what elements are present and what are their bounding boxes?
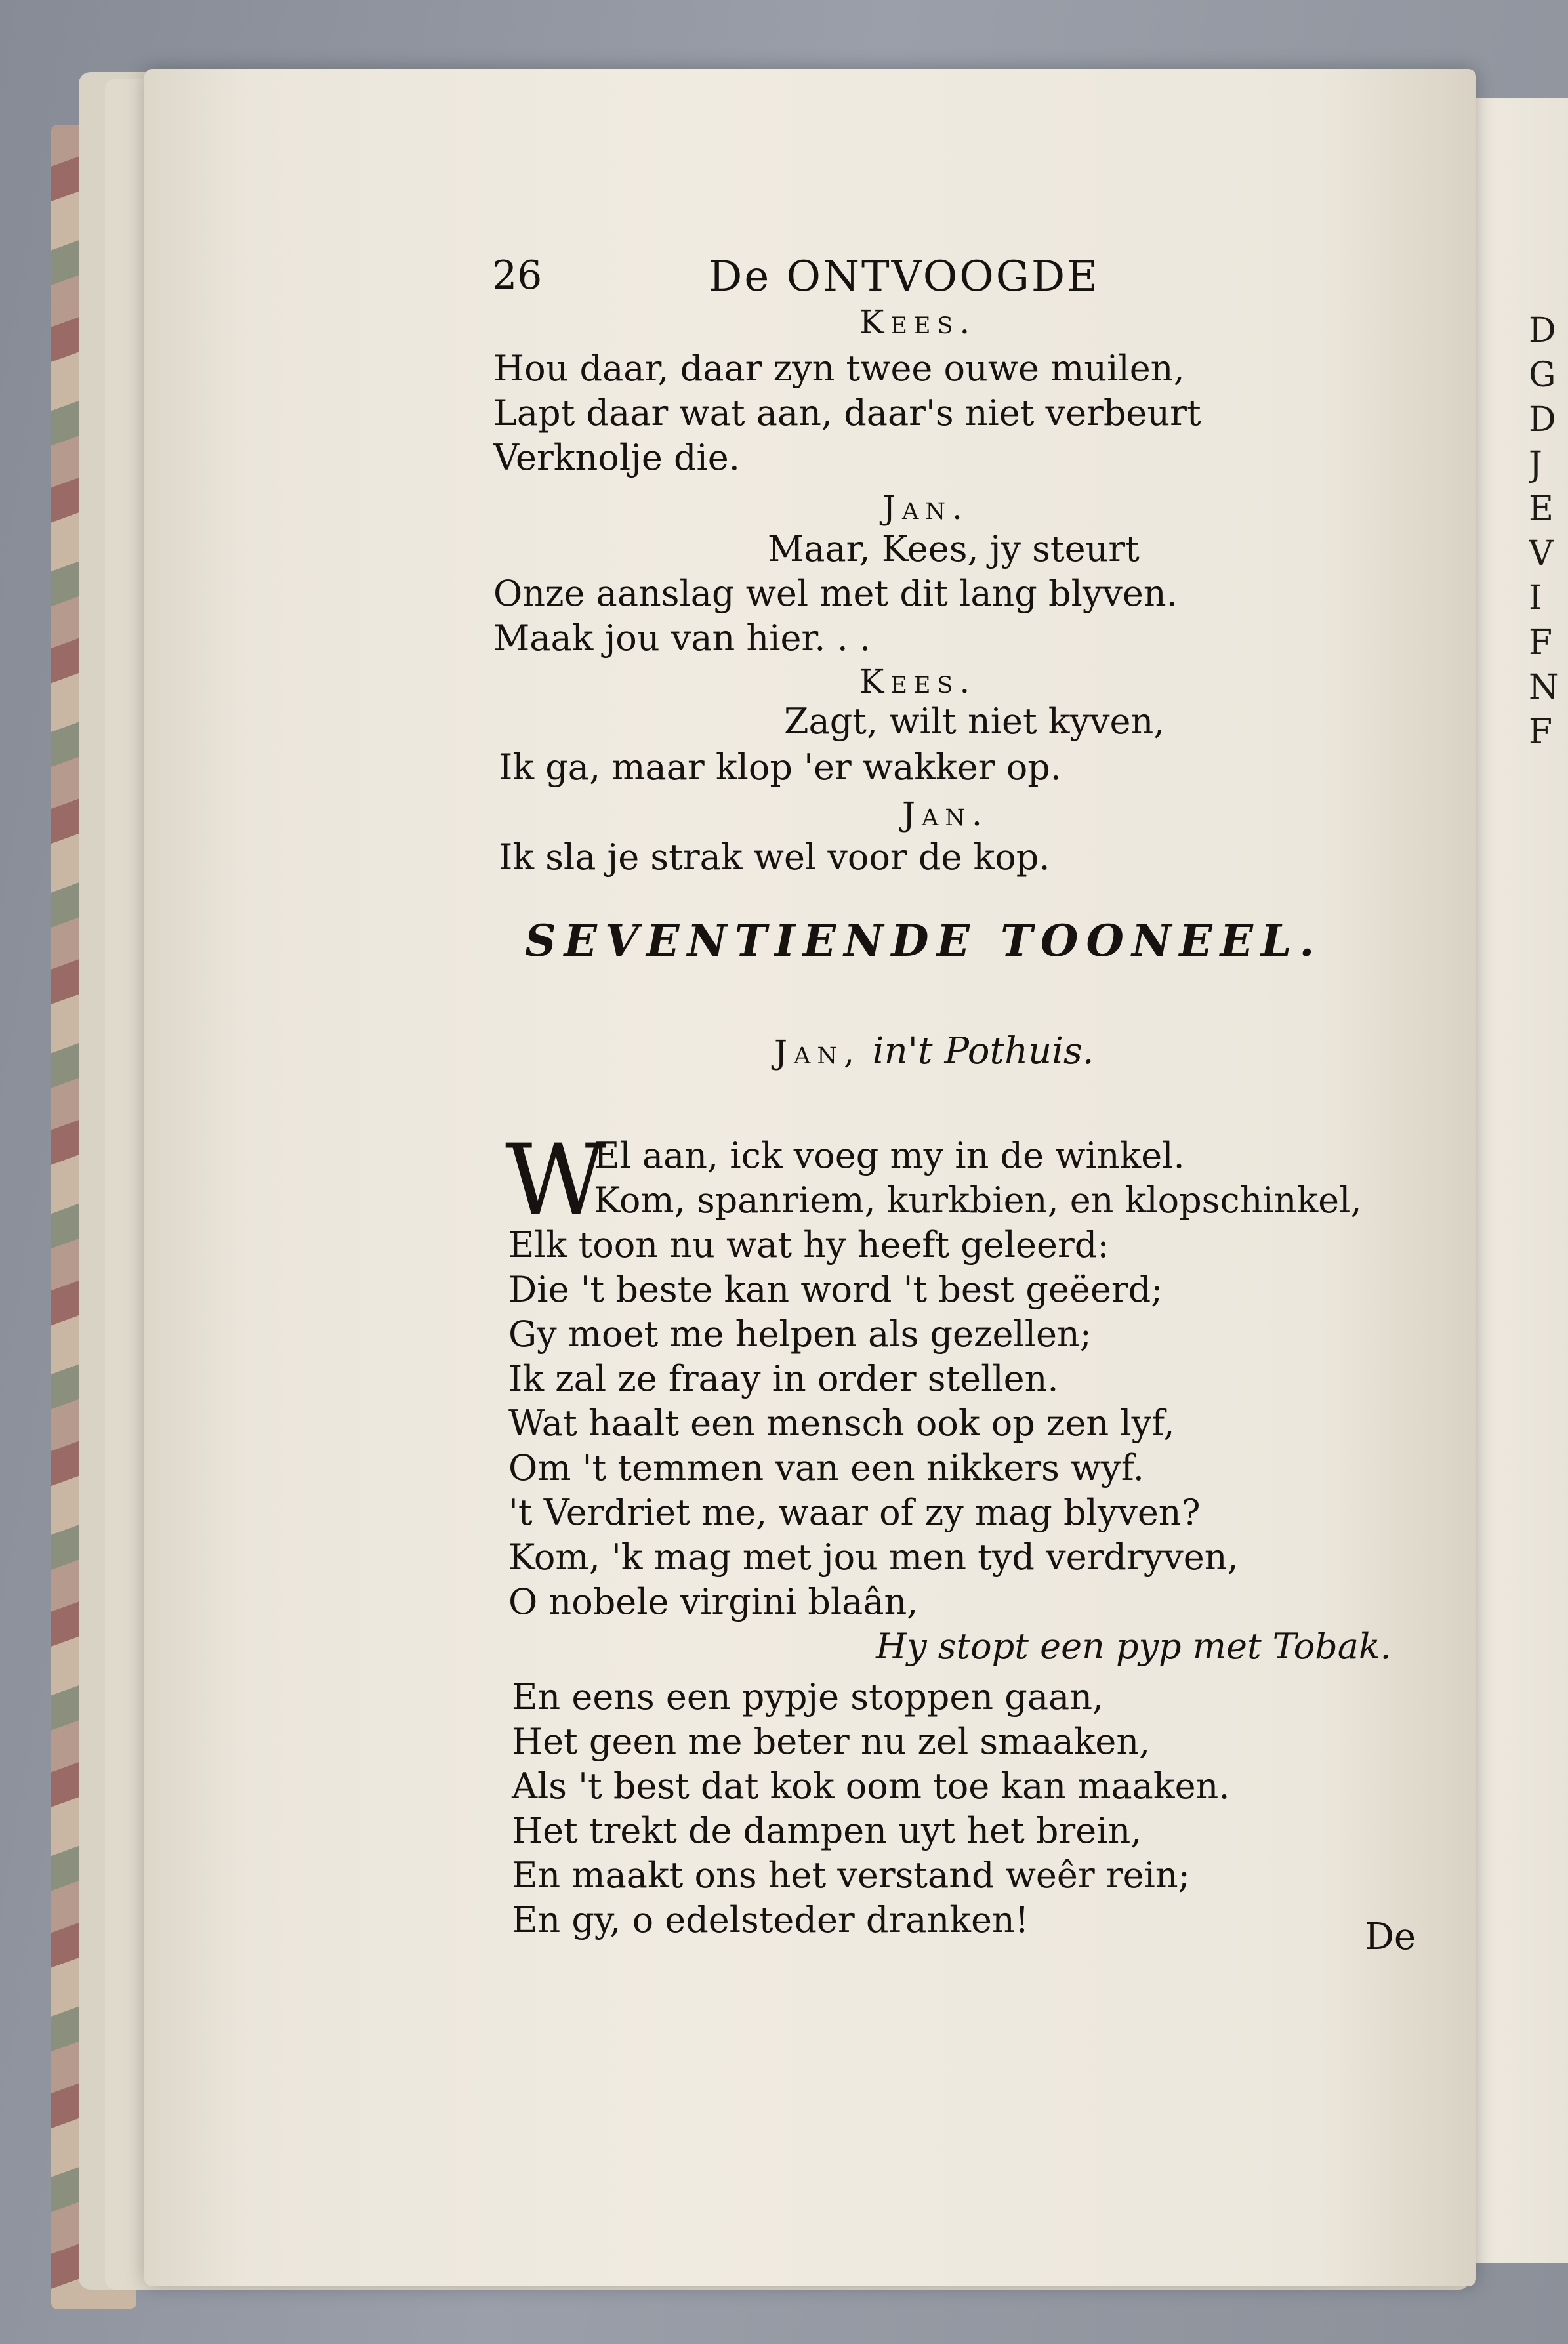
facing-letter: I [1529, 579, 1542, 618]
verse-line: Maar, Kees, jy steurt [768, 528, 1140, 569]
facing-letter: V [1529, 534, 1554, 573]
facing-letter: N [1529, 668, 1559, 707]
catchword: De [1365, 1916, 1416, 1958]
scene-speaker: Jan, [774, 1033, 861, 1071]
page-number: 26 [492, 253, 543, 298]
verse-line: Wat haalt een mensch ook op zen lyf, [508, 1403, 1175, 1444]
verse-line: Ik sla je strak wel voor de kop. [499, 836, 1050, 878]
verse-line: Hou daar, daar zyn twee ouwe muilen, [493, 348, 1185, 389]
facing-letter: F [1529, 623, 1553, 663]
scene-persons [774, 1030, 1094, 1073]
verse-line: Als 't best dat kok oom toe kan maaken. [512, 1765, 1230, 1807]
running-head: De ONTVOOGDE [709, 253, 1100, 301]
verse-line: Kom, spanriem, kurkbien, en klopschinkel, [594, 1180, 1362, 1221]
facing-letter: J [1529, 445, 1542, 484]
speaker-name: Jan. [882, 489, 969, 527]
facing-letter: F [1529, 712, 1553, 752]
verse-line: Die 't beste kan word 't best geëerd; [508, 1269, 1163, 1310]
verse-line: En eens een pypje stoppen gaan, [512, 1676, 1104, 1717]
verse-line: Onze aanslag wel met dit lang blyven. [493, 573, 1178, 614]
verse-line: Ik zal ze fraay in order stellen. [508, 1358, 1059, 1399]
facing-letter: D [1529, 311, 1556, 350]
verse-line: Het geen me beter nu zel smaaken, [512, 1721, 1151, 1762]
verse-line: En gy, o edelsteder dranken! [512, 1899, 1029, 1941]
verse-line: Lapt daar wat aan, daar's niet verbeurt [493, 392, 1201, 434]
verse-line: Het trekt de dampen uyt het brein, [512, 1810, 1142, 1851]
facing-letter: E [1529, 489, 1554, 529]
speaker-name: Kees. [859, 663, 977, 701]
verse-line: Om 't temmen van een nikkers wyf. [508, 1447, 1144, 1489]
scene-title: SEVENTIENDE TOONEEL. [525, 915, 1323, 966]
speaker-name: Kees. [859, 303, 977, 341]
verse-line: Maak jou van hier. . . [493, 617, 871, 659]
verse-line: El aan, ick voeg my in de winkel. [594, 1135, 1185, 1176]
drop-cap: W [505, 1124, 607, 1238]
verse-line: Gy moet me helpen als gezellen; [508, 1313, 1092, 1355]
verse-line: Zagt, wilt niet kyven, [784, 701, 1165, 742]
verse-line: En maakt ons het verstand weêr rein; [512, 1855, 1190, 1896]
verse-line: O nobele virgini blaân, [508, 1581, 918, 1622]
verse-line: Verknolje die. [493, 437, 740, 478]
facing-letter: D [1529, 400, 1556, 440]
verse-line: Ik ga, maar klop 'er wakker op. [499, 747, 1062, 788]
verse-line: Kom, 'k mag met jou men tyd verdryven, [508, 1536, 1239, 1578]
facing-letter: G [1529, 356, 1556, 395]
verse-line: Elk toon nu wat hy heeft geleerd: [508, 1224, 1109, 1265]
stage-direction: Hy stopt een pyp met Tobak. [876, 1626, 1392, 1667]
facing-page-letters [1529, 308, 1568, 754]
scene-location: in't Pothuis. [872, 1030, 1094, 1073]
speaker-name: Jan. [902, 795, 989, 833]
verse-line: 't Verdriet me, waar of zy mag blyven? [508, 1492, 1201, 1533]
